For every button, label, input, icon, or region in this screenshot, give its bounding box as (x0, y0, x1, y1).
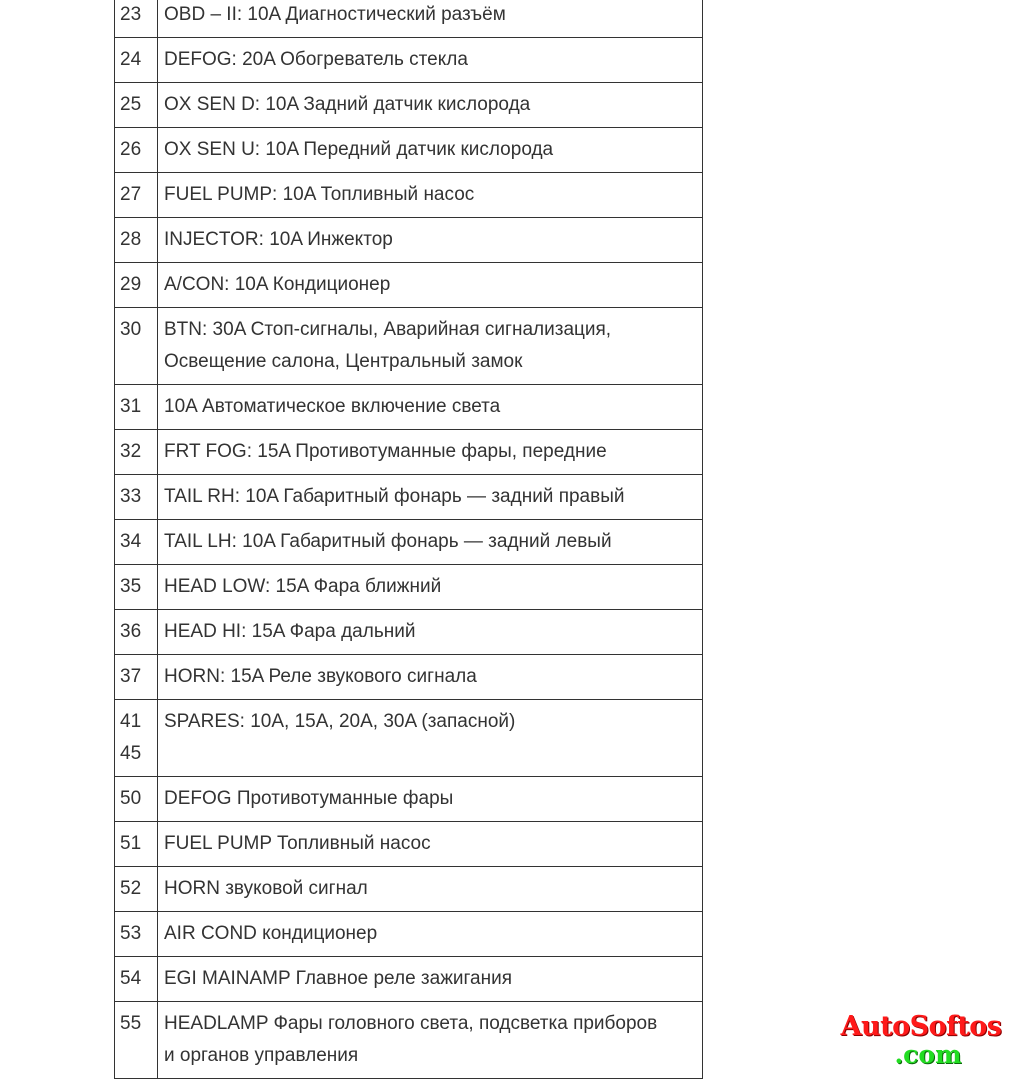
table-row (115, 777, 703, 822)
table-row (115, 610, 703, 655)
fuse-number: 33 (115, 475, 158, 520)
fuse-number: 32 (115, 430, 158, 475)
fuse-description: OX SEN D: 10A Задний датчик кислорода (158, 83, 703, 128)
fuse-number: 35 (115, 565, 158, 610)
site-watermark-logo (826, 1013, 1016, 1067)
fuse-description: AIR COND кондиционер (158, 912, 703, 957)
fuse-number: 29 (115, 263, 158, 308)
table-row (115, 957, 703, 1002)
fuse-number: 34 (115, 520, 158, 565)
fuse-description: SPARES: 10A, 15A, 20A, 30A (запасной) (158, 700, 703, 777)
table-row (115, 822, 703, 867)
fuse-description: HEAD HI: 15A Фара дальний (158, 610, 703, 655)
fuse-number: 36 (115, 610, 158, 655)
fuse-description: FUEL PUMP Топливный насос (158, 822, 703, 867)
fuse-description: TAIL RH: 10A Габаритный фонарь — задний правый (158, 475, 703, 520)
fuse-description: TAIL LH: 10A Габаритный фонарь — задний левый (158, 520, 703, 565)
table-row (115, 700, 703, 777)
fuse-number: 51 (115, 822, 158, 867)
table-row (115, 520, 703, 565)
watermark-line-1: AutoSoftos (840, 1011, 1002, 1042)
table-row (115, 0, 703, 38)
fuse-number: 55 (115, 1002, 158, 1079)
table-row (115, 218, 703, 263)
watermark-line-2: .com (894, 1040, 962, 1069)
fuse-description: HORN звуковой сигнал (158, 867, 703, 912)
fuse-number: 30 (115, 308, 158, 385)
fuse-description: DEFOG: 20A Обогреватель стекла (158, 38, 703, 83)
table-row (115, 867, 703, 912)
fuse-number: 50 (115, 777, 158, 822)
fuse-number: 41 45 (115, 700, 158, 777)
fuse-number: 25 (115, 83, 158, 128)
table-row (115, 385, 703, 430)
fuse-description: A/CON: 10A Кондиционер (158, 263, 703, 308)
fuse-description: OX SEN U: 10A Передний датчик кислорода (158, 128, 703, 173)
fuse-description: DEFOG Противотуманные фары (158, 777, 703, 822)
table-row (115, 912, 703, 957)
fuse-number: 52 (115, 867, 158, 912)
fuse-table (114, 0, 703, 1079)
fuse-description: FUEL PUMP: 10A Топливный насос (158, 173, 703, 218)
table-row (115, 308, 703, 385)
fuse-description: BTN: 30A Стоп-сигналы, Аварийная сигнализация, Освещение салона, Центральный замок (158, 308, 703, 385)
fuse-description: 10A Автоматическое включение света (158, 385, 703, 430)
table-row (115, 173, 703, 218)
fuse-number: 54 (115, 957, 158, 1002)
fuse-number: 26 (115, 128, 158, 173)
table-row (115, 475, 703, 520)
fuse-number: 37 (115, 655, 158, 700)
fuse-description: EGI MAINAMP Главное реле зажигания (158, 957, 703, 1002)
fuse-description: OBD – II: 10A Диагностический разъём (158, 0, 703, 38)
fuse-number: 53 (115, 912, 158, 957)
fuse-number: 27 (115, 173, 158, 218)
fuse-number: 31 (115, 385, 158, 430)
fuse-number: 28 (115, 218, 158, 263)
fuse-description: INJECTOR: 10A Инжектор (158, 218, 703, 263)
table-row (115, 1002, 703, 1079)
table-row (115, 655, 703, 700)
table-row (115, 83, 703, 128)
fuse-number: 23 (115, 0, 158, 38)
fuse-description: HEAD LOW: 15A Фара ближний (158, 565, 703, 610)
table-row (115, 565, 703, 610)
table-row (115, 38, 703, 83)
fuse-description: HEADLAMP Фары головного света, подсветка приборов и органов управления (158, 1002, 703, 1079)
table-row (115, 263, 703, 308)
fuse-description: HORN: 15A Реле звукового сигнала (158, 655, 703, 700)
fuse-description: FRT FOG: 15A Противотуманные фары, передние (158, 430, 703, 475)
fuse-number: 24 (115, 38, 158, 83)
table-row (115, 128, 703, 173)
table-row (115, 430, 703, 475)
